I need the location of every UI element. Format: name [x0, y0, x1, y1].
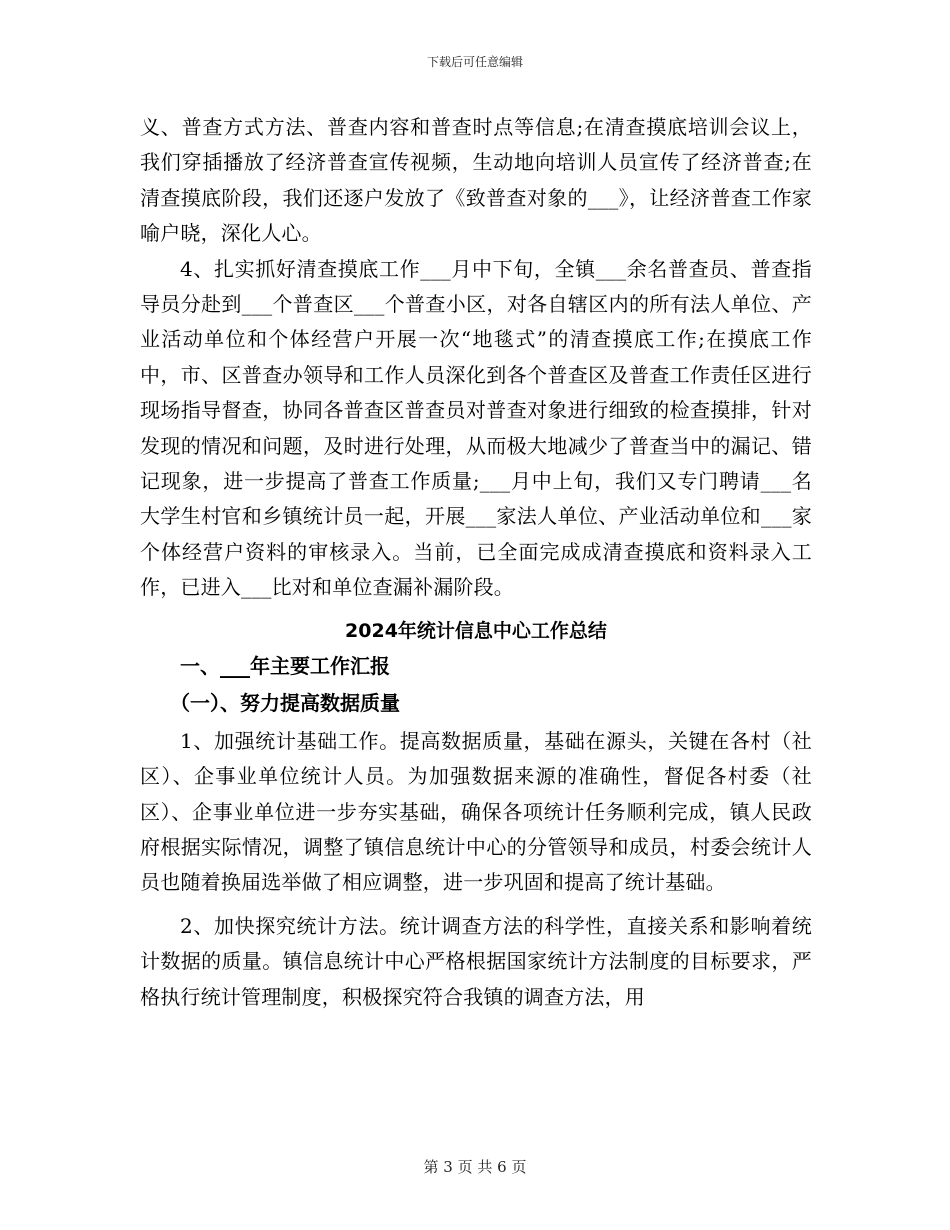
paragraph-statistics-foundation: 1、加强统计基础工作。提高数据质量，基础在源头，关键在各村（社区）、企事业单位统计人员。为加强数据来源的准确性，督促各村委（社区）、企事业单位进一步夯实基础，确保各项统计任务顺利完成，镇人民政府根据实际情况，调整了镇信息统计中心的分管领导和成员，村委会统计人员也随着换届选举做了相应调整，进一步巩固和提高了统计基础。: [140, 728, 812, 895]
document-body: [140, 110, 812, 1015]
paragraph-statistics-methods: 2、加快探究统计方法。统计调查方法的科学性，直接关系和影响着统计数据的质量。镇信息统计中心严格根据国家统计方法制度的目标要求，严格执行统计管理制度，积极探究符合我镇的调查方法，用: [140, 913, 812, 1009]
paragraph-census-survey: 4、扎实抓好清查摸底工作___月中下旬，全镇___余名普查员、普查指导员分赴到___个普查区___个普查小区，对各自辖区内的所有法人单位、产业活动单位和个体经营户开展一次“地毯式”的清查摸底工作;在摸底工作中，市、区普查办领导和工作人员深化到各个普查区及普查工作责任区进行现场指导督查，协同各普查区普查员对普查对象进行细致的检查摸排，针对发现的情况和问题，及时进行处理，从而极大地减少了普查当中的漏记、错记现象，进一步提高了普查工作质量;___月中上旬，我们又专门聘请___名大学生村官和乡镇统计员一起，开展___家法人单位、产业活动单位和___家个体经营户资料的审核录入。当前，已全面完成成清查摸底和资料录入工作，已进入___比对和单位查漏补漏阶段。: [140, 256, 812, 600]
section-heading: 一、___年主要工作汇报: [180, 653, 390, 678]
document-title: 2024年统计信息中心工作总结: [345, 619, 607, 642]
page-footer: 第 3 页 共 6 页: [423, 1158, 527, 1176]
paragraph-intro-continued: 义、普查方式方法、普查内容和普查时点等信息;在清查摸底培训会议上，我们穿插播放了经济普查宣传视频，生动地向培训人员宣传了经济普查;在清查摸底阶段，我们还逐户发放了《致普查对象的___》，让经济普查工作家喻户晓，深化人心。: [140, 115, 812, 246]
subsection-heading: （一）、努力提高数据质量: [170, 690, 400, 715]
page-header: 下载后可任意编辑: [426, 55, 523, 69]
